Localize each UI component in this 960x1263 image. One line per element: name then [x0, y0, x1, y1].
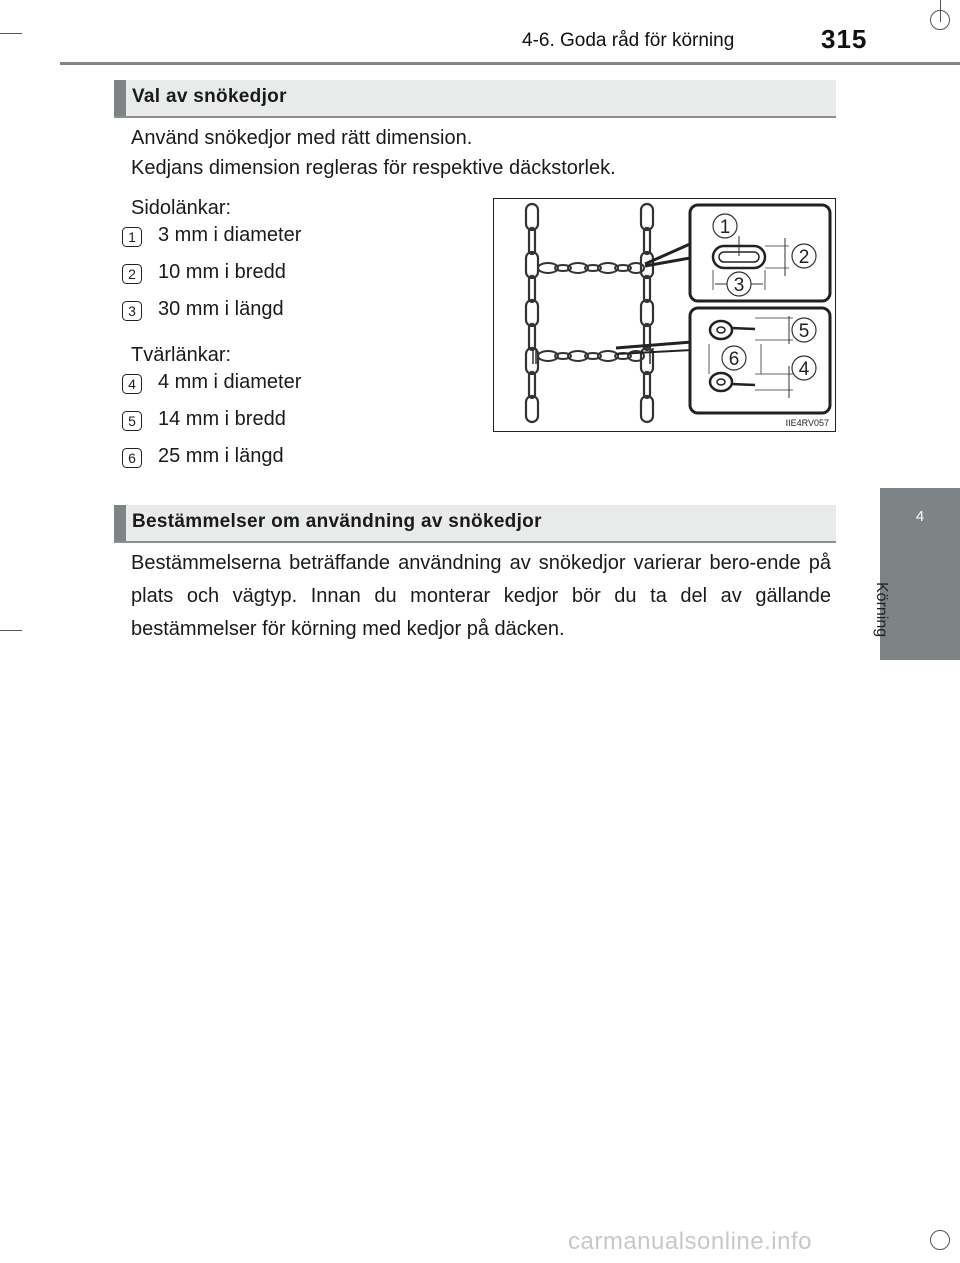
- crop-mark: [0, 630, 22, 631]
- svg-text:5: 5: [128, 413, 136, 429]
- list-item-label: 30 mm i längd: [158, 298, 284, 320]
- chapter-number: 4: [915, 508, 925, 525]
- callout-number-icon: [122, 227, 142, 247]
- heading-bar: [114, 505, 126, 541]
- figure-code: IIE4RV057: [785, 418, 829, 428]
- intro-line-1: Använd snökedjor med rätt dimension.: [131, 127, 473, 149]
- callout-number-icon: [122, 448, 142, 468]
- svg-text:2: 2: [128, 266, 136, 282]
- crop-mark: [0, 33, 22, 34]
- svg-text:4: 4: [798, 359, 810, 380]
- svg-text:1: 1: [128, 229, 136, 245]
- svg-text:3: 3: [128, 303, 136, 319]
- list-item-label: 4 mm i diameter: [158, 371, 302, 393]
- section-heading-chain-selection: [114, 80, 836, 118]
- watermark: carmanualsonline.info: [568, 1228, 812, 1255]
- svg-text:6: 6: [728, 349, 740, 370]
- callout-number-icon: [122, 374, 142, 394]
- heading-bar: [114, 80, 126, 116]
- registration-mark: [930, 10, 950, 30]
- intro-line-2: Kedjans dimension regleras för respektive däckstorlek.: [131, 157, 616, 179]
- regulations-paragraph: Bestämmelserna beträffande användning av snökedjor varierar bero-ende på plats och vägtyp. Innan du monterar kedjor bör du ta del av gällande bestämmelser för körning med kedjor på däcken.: [131, 552, 831, 640]
- svg-text:4: 4: [128, 376, 136, 392]
- cross-links-heading: Tvärlänkar:: [131, 344, 232, 366]
- callout-number-icon: [122, 411, 142, 431]
- list-item-label: 3 mm i diameter: [158, 224, 302, 246]
- section-heading-text: Bestämmelser om användning av snökedjor: [132, 511, 542, 532]
- section-heading-regulations: [114, 505, 836, 543]
- registration-mark: [930, 1230, 950, 1250]
- header-section-title: 4-6. Goda råd för körning: [522, 30, 735, 51]
- snow-chain-diagram: [493, 198, 836, 432]
- svg-text:2: 2: [798, 247, 810, 268]
- callout-number-icon: [122, 264, 142, 284]
- svg-text:1: 1: [719, 217, 731, 238]
- callout-number-icon: [122, 301, 142, 321]
- side-links-heading: Sidolänkar:: [131, 197, 232, 219]
- section-heading-text: Val av snökedjor: [132, 86, 287, 107]
- svg-text:5: 5: [798, 321, 810, 342]
- page-number: 315: [821, 24, 868, 54]
- chapter-label: Körning: [873, 582, 890, 638]
- list-item-label: 14 mm i bredd: [158, 408, 286, 430]
- svg-text:3: 3: [733, 275, 745, 296]
- header-rule: [60, 62, 960, 65]
- list-item-label: 10 mm i bredd: [158, 261, 286, 283]
- list-item-label: 25 mm i längd: [158, 445, 284, 467]
- chapter-tab: [880, 488, 960, 660]
- svg-text:6: 6: [128, 450, 136, 466]
